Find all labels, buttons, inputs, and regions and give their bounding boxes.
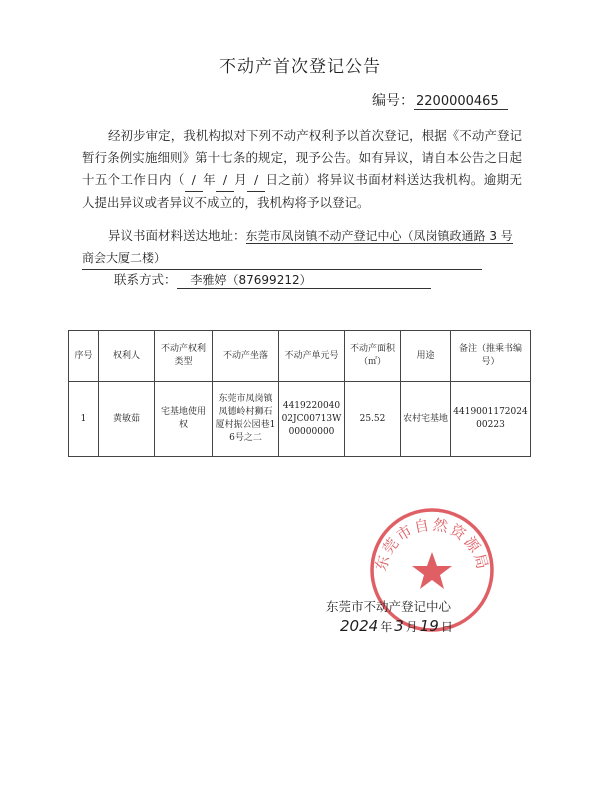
table-header: 序号 [69,331,99,382]
table-header: 不动产坐落 [213,331,279,382]
table-cell: 宅基地使用权 [155,382,213,457]
seal-text: 东莞市自然资源局 [371,515,493,573]
address-label: 异议书面材料送达地址： [108,228,246,243]
table-header: 用途 [401,331,451,382]
serial-label: 编号： [372,93,414,109]
table-header: 权利人 [99,331,155,382]
contact-info [114,270,431,289]
table-cell: 441922004002JC00713W00000000 [279,382,345,457]
date-unit-day: 日 [440,620,453,634]
table-cell: 农村宅基地 [401,382,451,457]
date-day: 19 [419,617,439,635]
deadline-day: / [247,169,265,192]
table-header-row [69,331,531,382]
table-cell: 东莞市凤岗镇凤德岭村狮石厦村振公园巷16号之二 [213,382,279,457]
date-month: 3 [394,617,404,635]
table-row [69,382,531,457]
unit-year: 年 [202,172,216,187]
registration-table [68,330,531,457]
date-year: 2024 [340,617,379,635]
issuer-name: 东莞市不动产登记中心 [326,599,452,614]
deadline-year: / [185,169,203,192]
star-icon [412,552,452,589]
table-cell: 25.52 [345,382,401,457]
table-header: 不动产权利类型 [155,331,213,382]
paragraph-text-end: 日之前）将异议书面材料送达我机构。逾期无人提出异议或者异议不成立的，我机构将予以登记。 [82,172,522,210]
date-unit-month: 月 [405,620,418,634]
issue-date [340,617,455,635]
date-unit-year: 年 [380,620,393,634]
table-header: 备注（推乘书编号） [451,331,531,382]
deadline-month: / [216,169,234,192]
address-value: 东莞市凤岗镇不动产登记中心（凤岗镇政通路 3 号 [245,229,513,243]
contact-value: 李雅婷（87699212） [177,271,431,289]
table-header: 不动产面积（㎡） [345,331,401,382]
table-cell: 1 [69,382,99,457]
serial-value: 2200000465 [414,94,508,110]
serial-number [372,90,508,110]
table-cell: 441900117202400223 [451,382,531,457]
objection-address [82,225,522,270]
table-header: 不动产单元号 [279,331,345,382]
table-cell: 黄敏茹 [99,382,155,457]
announcement-paragraph [82,125,522,214]
paragraph-text: 经初步审定，我机构拟对下列不动产权利予以首次登记，根据《不动产登记暂行条例实施细则》第十七条的规定，现予公告。如有异议，请自本公告之日起十五个工作日内（ [82,128,522,187]
unit-month: 月 [233,172,248,187]
contact-label: 联系方式： [114,272,177,287]
document-title: 不动产首次登记公告 [219,57,381,77]
address-value-continued: 商会大厦二楼） [82,247,482,270]
